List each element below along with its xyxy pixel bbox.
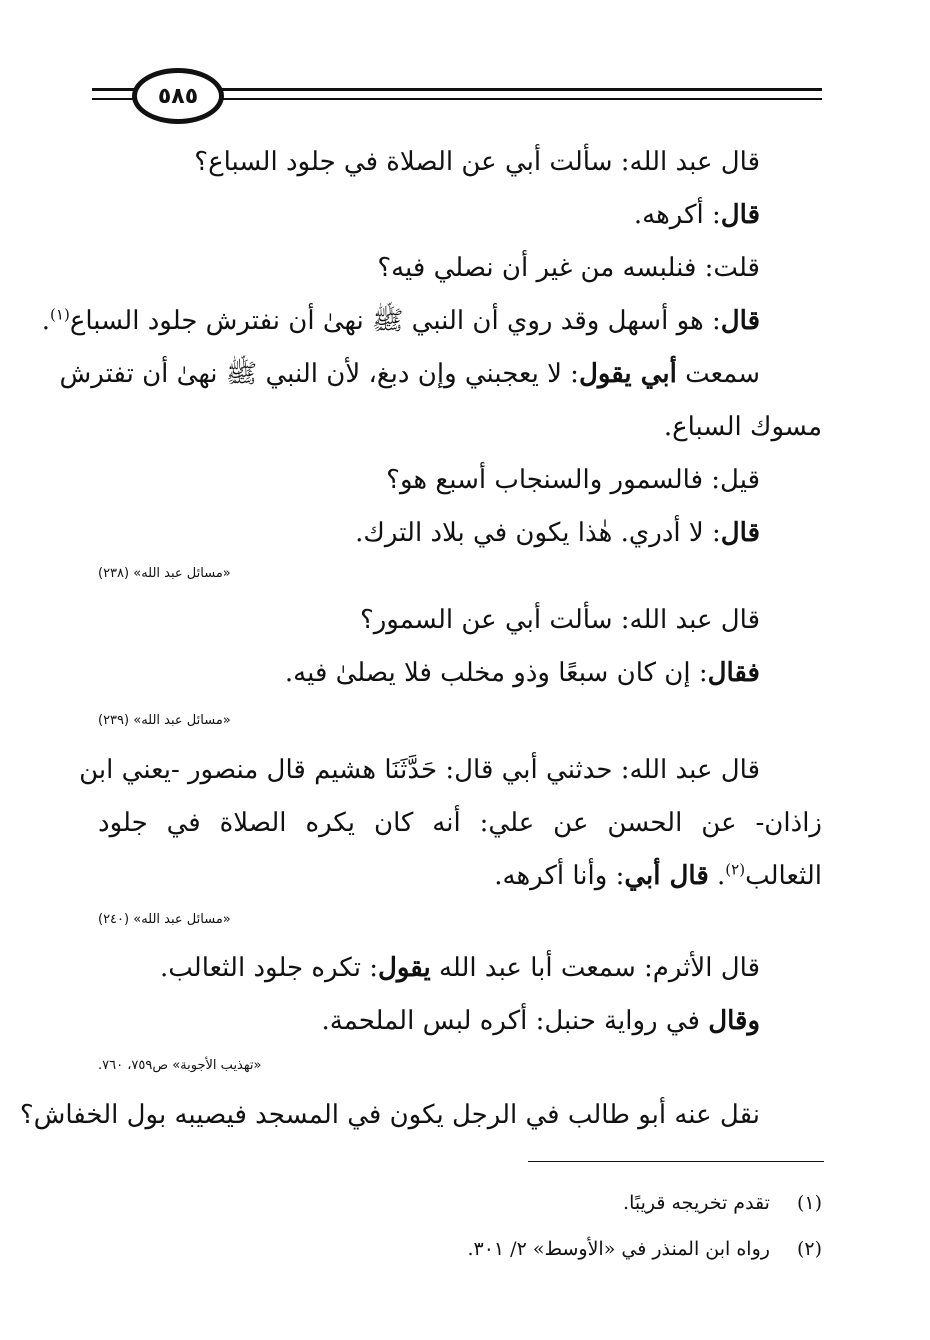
text-line: فقال: إن كان سبعًا وذو مخلب فلا يصلىٰ فيه.: [284, 658, 760, 688]
text-line: قلت: فنلبسه من غير أن نصلي فيه؟: [377, 253, 760, 283]
text-line: زاذان- عن الحسن عن علي: أنه كان يكره الصلاة في جلود: [98, 808, 822, 838]
footnote-item: [98, 1226, 822, 1272]
text-line: قال عبد الله: سألت أبي عن السمور؟: [359, 605, 760, 635]
footnote-text: تقدم تخريجه قريبًا.: [623, 1192, 770, 1214]
text-line: نقل عنه أبو طالب في الرجل يكون في المسجد فيصيبه بول الخفاش؟: [19, 1100, 760, 1130]
text-block-1: [41, 136, 822, 560]
footnote-item: [98, 1180, 822, 1226]
text-line: سمعت أبي يقول: لا يعجبني وإن دبغ، لأن النبي ﷺ نهىٰ أن تفترش: [59, 359, 760, 389]
source-citation: «مسائل عبد الله» (٢٤٠): [98, 912, 231, 927]
text-line: قال الأثرم: سمعت أبا عبد الله يقول: تكره جلود الثعالب.: [160, 953, 760, 983]
page-number-oval: [132, 68, 224, 124]
page-number: ٥٨٥: [157, 83, 199, 109]
text-block-5: [19, 1089, 822, 1142]
footnotes: [98, 1180, 822, 1272]
text-line: قيل: فالسمور والسنجاب أسبع هو؟: [386, 465, 760, 495]
text-line: قال عبد الله: حدثني أبي قال: حَدَّثَنَا هشيم قال منصور -يعني ابن: [79, 755, 760, 785]
source-citation: «مسائل عبد الله» (٢٣٨): [98, 566, 231, 581]
footnote-marker: (٢): [725, 860, 746, 879]
text-line: قال: لا أدري. هٰذا يكون في بلاد الترك.: [355, 518, 760, 548]
text-block-2: [98, 594, 822, 700]
footnote-marker: (١): [50, 305, 70, 324]
text-block-4: [98, 942, 822, 1048]
text-line: وقال في رواية حنبل: أكره لبس الملحمة.: [321, 1006, 760, 1036]
page-header: [92, 66, 822, 126]
text-line: قال: أكرهه.: [633, 200, 760, 230]
text-block-3: [79, 744, 822, 903]
footnote-number: (٢): [796, 1238, 822, 1260]
source-citation: «مسائل عبد الله» (٢٣٩): [98, 713, 231, 728]
text-line: قال: هو أسهل وقد روي أن النبي ﷺ نهىٰ أن نفترش جلود السباع$^{(١)}$.: [41, 305, 760, 336]
footnote-text: رواه ابن المنذر في «الأوسط» ٢/ ٣٠١.: [467, 1238, 770, 1260]
text-line: مسوك السباع.: [663, 412, 822, 442]
text-line: الثعالب$^{(٢)}$. قال أبي: وأنا أكرهه.: [494, 860, 822, 891]
text-line: قال عبد الله: سألت أبي عن الصلاة في جلود السباع؟: [194, 147, 760, 177]
source-citation: «تهذيب الأجوبة» ص٧٥٩، ٧٦٠.: [98, 1058, 262, 1073]
footnote-number: (١): [796, 1192, 822, 1214]
footnote-separator: [528, 1161, 824, 1162]
